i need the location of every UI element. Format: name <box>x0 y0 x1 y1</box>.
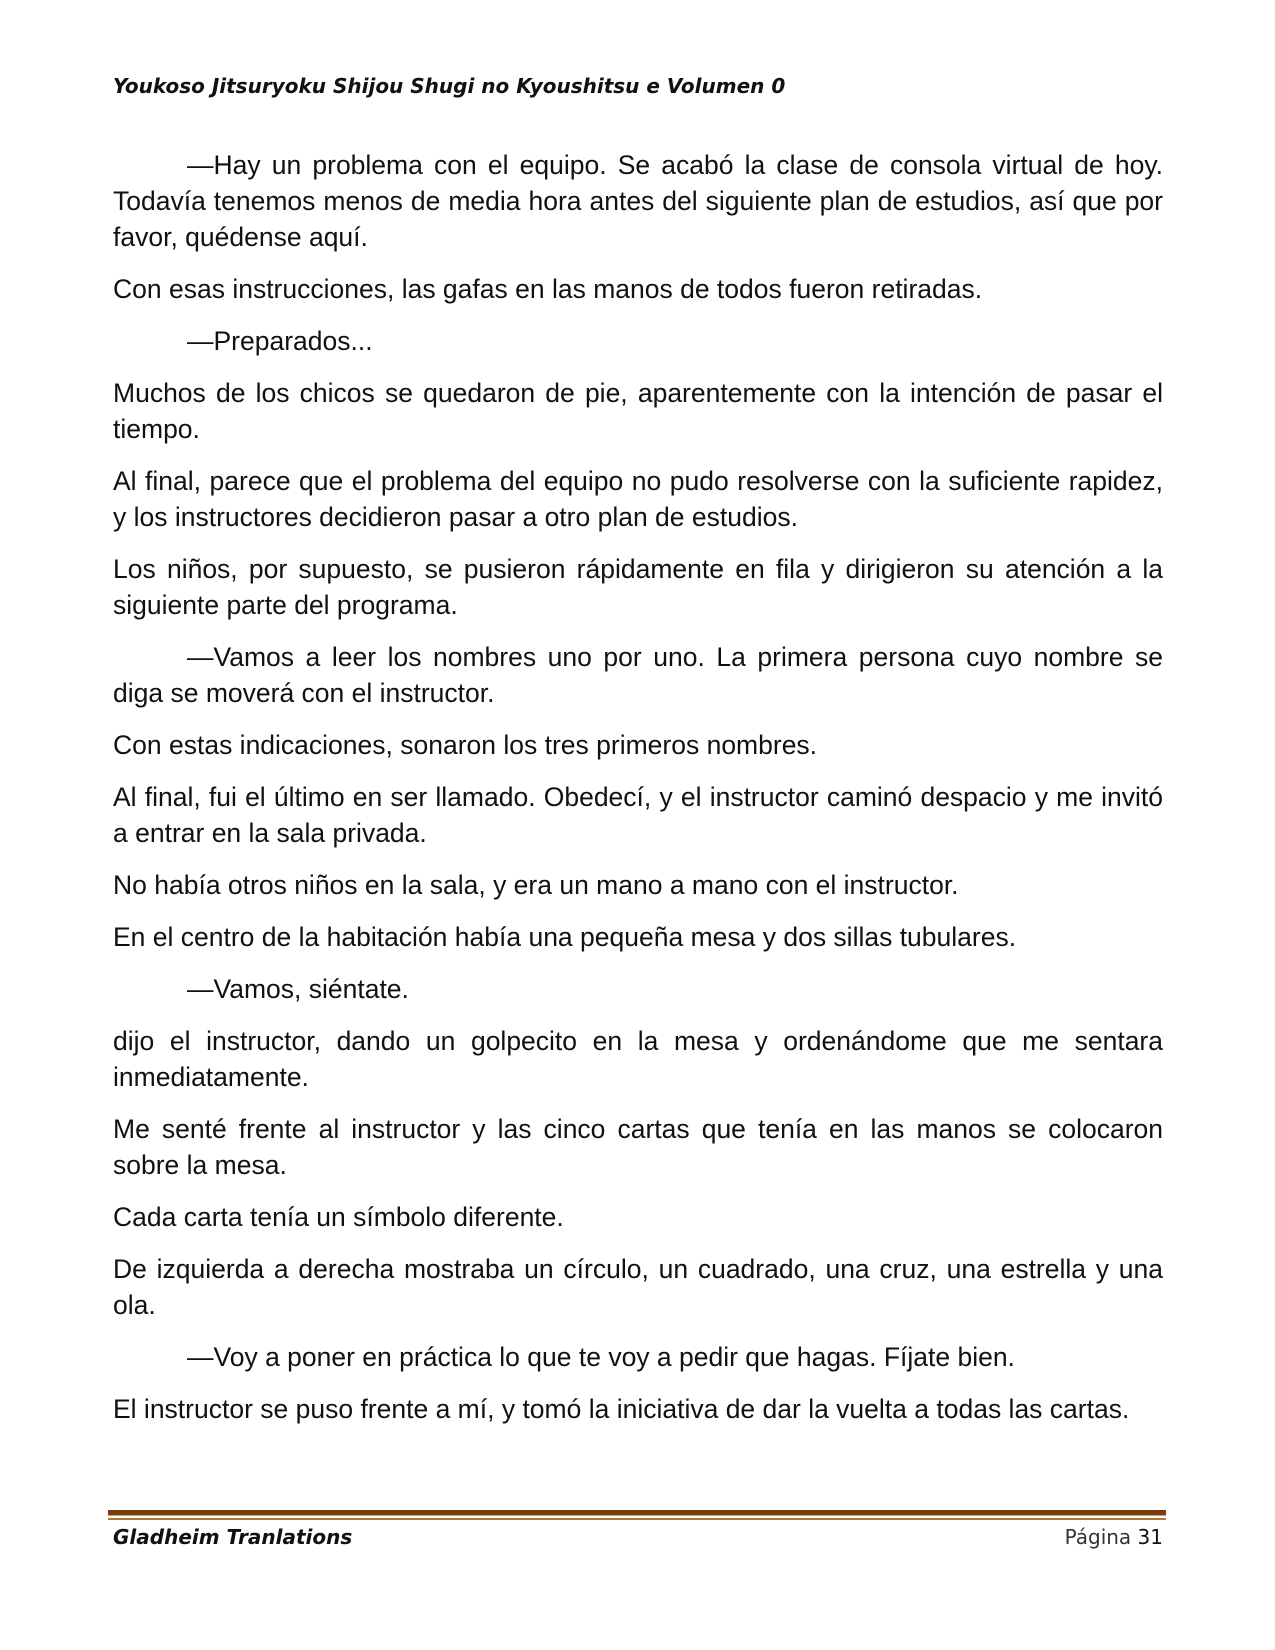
footer-publisher: Gladheim Tranlations <box>113 1525 353 1549</box>
paragraph-dialog: —Vamos a leer los nombres uno por uno. La primera persona cuyo nombre se diga se moverá con el instructor. <box>113 642 1163 708</box>
paragraph: Me senté frente al instructor y las cinco cartas que tenía en las manos se colocaron sobre la mesa. <box>113 1114 1163 1180</box>
paragraph: dijo el instructor, dando un golpecito en la mesa y ordenándome que me sentara inmediatamente. <box>113 1026 1163 1092</box>
paragraph: Con esas instrucciones, las gafas en las manos de todos fueron retiradas. <box>113 274 983 304</box>
paragraph-dialog: —Preparados... <box>187 326 373 356</box>
paragraph-dialog: —Vamos, siéntate. <box>187 974 409 1004</box>
body-text <box>113 147 1163 1443</box>
footer-rule <box>108 1510 1166 1516</box>
footer-rule-accent <box>108 1518 1166 1520</box>
page-number: 31 <box>1137 1525 1163 1549</box>
page-label: Página <box>1064 1525 1132 1549</box>
paragraph-dialog: —Hay un problema con el equipo. Se acabó la clase de consola virtual de hoy. Todavía tenemos menos de media hora antes del siguiente plan de estudios, así que por favor, quédense aquí. <box>113 150 1163 252</box>
paragraph: Al final, fui el último en ser llamado. Obedecí, y el instructor caminó despacio y me invitó a entrar en la sala privada. <box>113 782 1163 848</box>
paragraph-dialog: —Voy a poner en práctica lo que te voy a pedir que hagas. Fíjate bien. <box>187 1342 1015 1372</box>
paragraph: Al final, parece que el problema del equipo no pudo resolverse con la suficiente rapidez, y los instructores decidieron pasar a otro plan de estudios. <box>113 466 1163 532</box>
paragraph: El instructor se puso frente a mí, y tomó la iniciativa de dar la vuelta a todas las cartas. <box>113 1394 1130 1424</box>
page-number-block <box>1065 1525 1163 1549</box>
paragraph: Muchos de los chicos se quedaron de pie, aparentemente con la intención de pasar el tiempo. <box>113 378 1163 444</box>
paragraph: No había otros niños en la sala, y era un mano a mano con el instructor. <box>113 870 959 900</box>
paragraph: En el centro de la habitación había una pequeña mesa y dos sillas tubulares. <box>113 922 1017 952</box>
paragraph: Con estas indicaciones, sonaron los tres primeros nombres. <box>113 730 818 760</box>
running-header: Youkoso Jitsuryoku Shijou Shugi no Kyoushitsu e Volumen 0 <box>113 74 786 98</box>
paragraph: De izquierda a derecha mostraba un círculo, un cuadrado, una cruz, una estrella y una ola. <box>113 1254 1163 1320</box>
paragraph: Cada carta tenía un símbolo diferente. <box>113 1202 564 1232</box>
paragraph: Los niños, por supuesto, se pusieron rápidamente en fila y dirigieron su atención a la siguiente parte del programa. <box>113 554 1163 620</box>
